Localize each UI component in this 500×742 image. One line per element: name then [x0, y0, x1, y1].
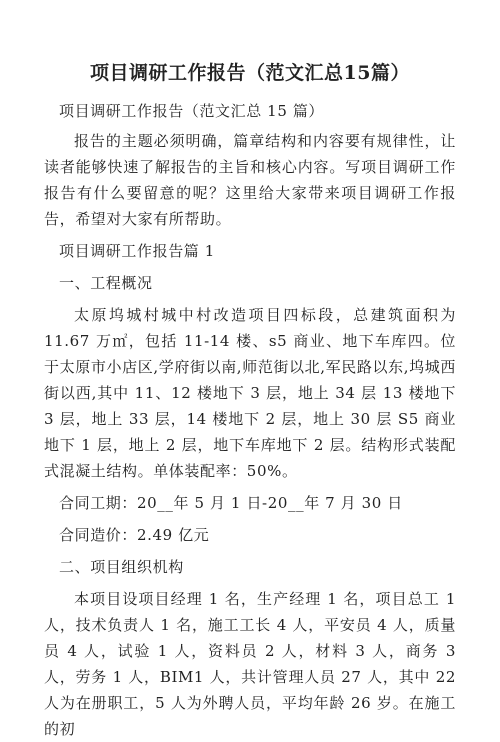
document-subtitle: 项目调研工作报告（范文汇总 15 篇）	[59, 102, 325, 120]
heading-project-overview: 一、工程概况	[59, 274, 153, 292]
organization-paragraph: 本项目设项目经理 1 名，生产经理 1 名，项目总工 1 人，技术负责人 1 名，施工工长 4 人，平安员 4 人，质量员 4 人，试验 1 人，资料员 2 人，材料 3 人，商务 3 人，劳务 1 人，BIM1 人，共计管理人员 27 人，其中 22 人为在册职工，5 人为外聘人员，平均年龄 26 岁。在施工的初	[44, 590, 456, 738]
overview-paragraph: 太原坞城村城中村改造项目四标段，总建筑面积为 11.67 万㎡，包括 11-14 楼、s5 商业、地下车库四。位于太原市小店区,学府街以南,师范街以北,军民路以东,坞城西街以西,其中 11、12 楼地下 3 层，地上 34 层 13 楼地下 3 层，地上 33 层，14 楼地下 2 层，地上 30 层 S5 商业地下 1 层，地上 2 层，地下车库地下 2 层。结构形式装配式混凝土结构。单体装配率：50%。	[44, 306, 456, 480]
heading-organization: 二、项目组织机构	[59, 558, 184, 576]
document-title: 项目调研工作报告（范文汇总15篇）	[90, 62, 410, 84]
contract-period: 合同工期：20__年 5 月 1 日-20__年 7 月 30 日	[59, 494, 403, 512]
contract-cost: 合同造价：2.49 亿元	[59, 526, 210, 544]
intro-paragraph: 报告的主题必须明确，篇章结构和内容要有规律性，让读者能够快速了解报告的主旨和核心内容。写项目调研工作报告有什么要留意的呢？这里给大家带来项目调研工作报告，希望对大家有所帮助。	[44, 132, 456, 228]
section-title: 项目调研工作报告篇 1	[59, 242, 215, 260]
